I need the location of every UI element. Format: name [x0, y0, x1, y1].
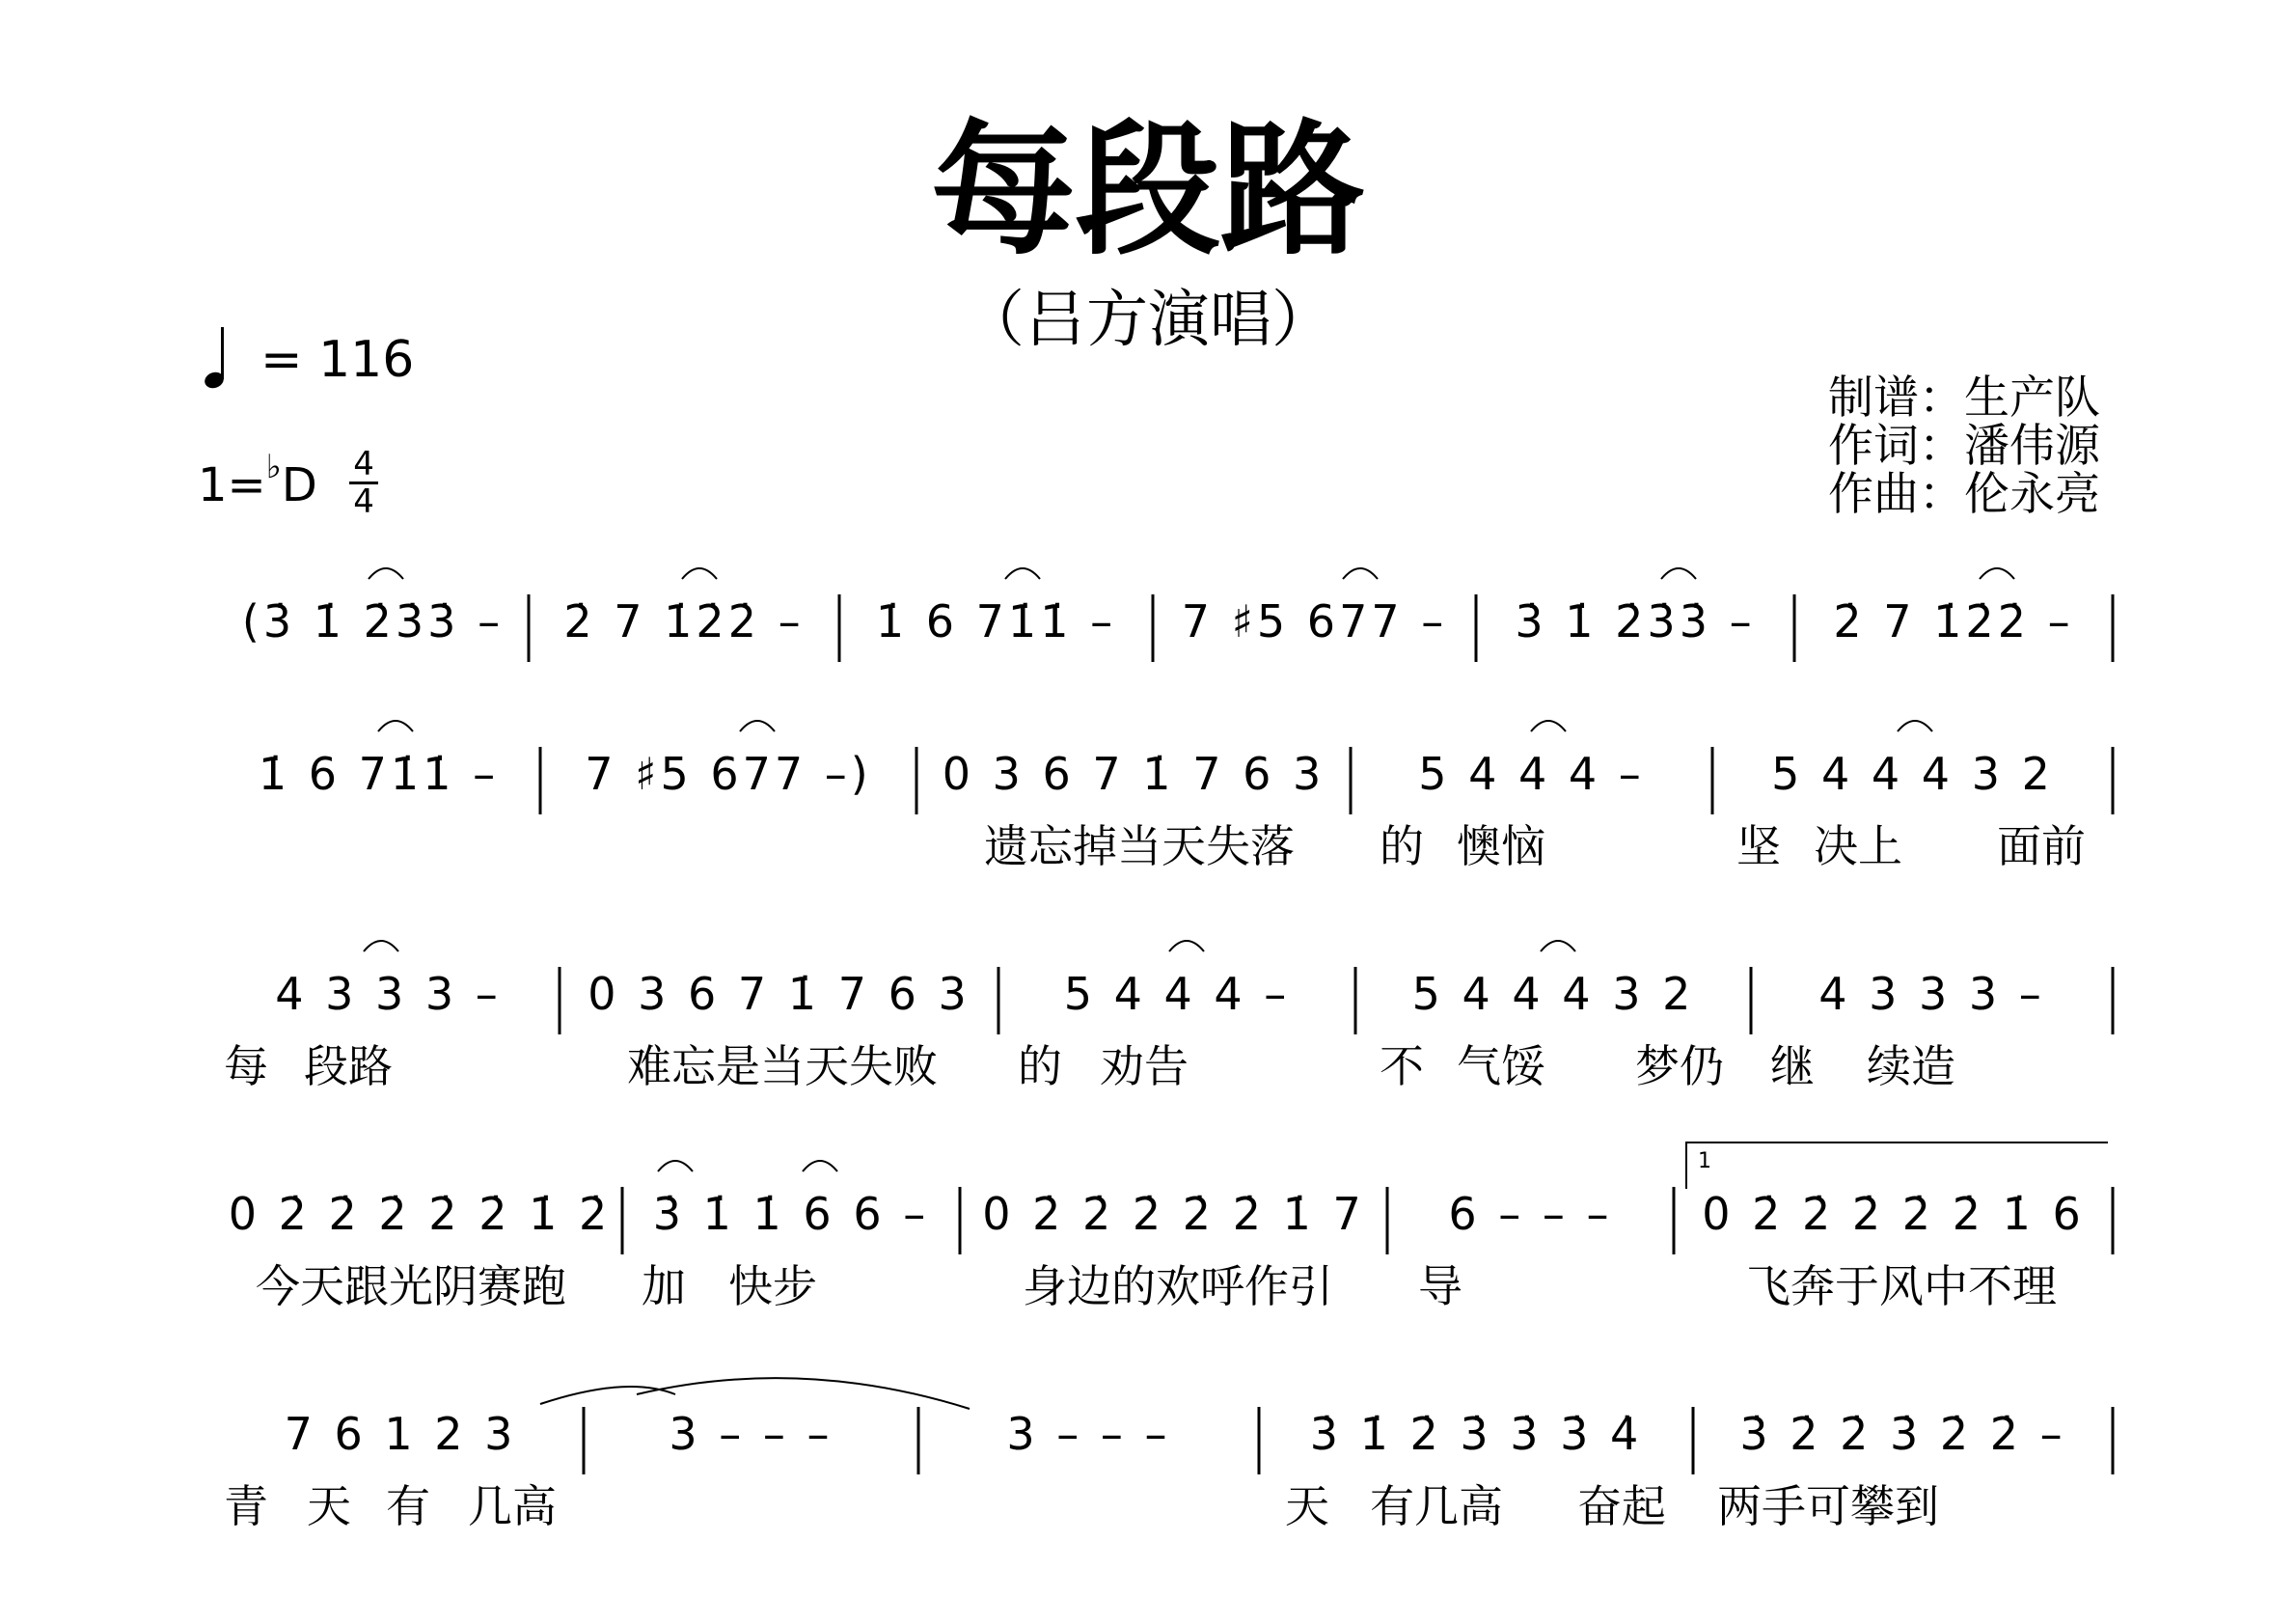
- tie-slur: [364, 941, 398, 951]
- tie-slur: [1005, 568, 1040, 579]
- measure-notes: 0 2̇ 2̇ 2̇ 2̇ 2̇ 1̇ 7: [982, 1188, 1365, 1240]
- measure-notes: 7 6 1 2 3: [284, 1408, 517, 1460]
- lyric: 的: [1018, 1040, 1062, 1092]
- lyric: 面前: [1997, 820, 2086, 872]
- measure-notes: 7 ♯5 677 –: [1181, 595, 1448, 647]
- lyric: 段路: [304, 1040, 393, 1092]
- lyric: 坚: [1736, 820, 1781, 872]
- measure-notes: 3 – – –: [669, 1408, 834, 1460]
- credit-composer: 作曲：伦永亮: [1828, 468, 2100, 521]
- lyric: 梦仍: [1635, 1040, 1724, 1092]
- lyric: 两手可攀到: [1717, 1480, 1939, 1532]
- lyric: 青: [224, 1480, 268, 1532]
- measure-notes: 5 4 4 4 –: [1063, 968, 1291, 1020]
- measure-notes: 0 3 6 7 1̇ 7 6 3: [942, 748, 1326, 800]
- measure-notes: 7 ♯5 677 –): [585, 748, 872, 800]
- measure-notes: 3̇ 1̇ 2̇3̇3̇ –: [1515, 595, 1756, 647]
- flat-icon: ♭: [265, 448, 282, 486]
- measure-notes: 0 2̇ 2̇ 2̇ 2̇ 2̇ 1̇ 2̇: [228, 1188, 612, 1240]
- lyric: 懊恼: [1457, 820, 1545, 872]
- tie-slur: [637, 1378, 970, 1409]
- lyric: 快步: [728, 1260, 817, 1312]
- lyric: 难忘是当天失败: [627, 1040, 938, 1092]
- measure-notes: 6 – – –: [1448, 1188, 1613, 1240]
- lyric: 不: [1380, 1040, 1424, 1092]
- lyric: 气馁: [1457, 1040, 1545, 1092]
- credit-lyricist: 作词：潘伟源: [1828, 420, 2100, 473]
- volta-number: 1: [1698, 1149, 1711, 1173]
- tie-slur: [540, 1387, 675, 1404]
- measure-notes: (3̇ 1̇ 2̇3̇3̇ –: [241, 595, 505, 647]
- measure-notes: 2̇ 7 1̇2̇2̇ –: [563, 595, 805, 647]
- lyric: 飞奔于风中不理: [1746, 1260, 2057, 1312]
- measure-notes: 3̇ 1̇ 1̇ 6 6 –: [652, 1188, 930, 1240]
- measure-notes: 3̇ 1̇ 2̇ 3̇ 3̇ 3̇ 4̇: [1309, 1408, 1643, 1460]
- key-prefix: 1=: [198, 458, 266, 512]
- measure-notes: 5 4 4 4 3 2: [1411, 968, 1695, 1020]
- tie-slur: [1661, 568, 1696, 579]
- lyric: 天: [307, 1480, 351, 1532]
- lyric: 有几高: [1370, 1480, 1503, 1532]
- lyric: 加: [642, 1260, 686, 1312]
- time-signature-top: 4: [349, 447, 378, 484]
- lyric: 导: [1418, 1260, 1462, 1312]
- tie-slur: [1898, 721, 1932, 731]
- key-letter: D: [281, 458, 317, 512]
- volta-bracket: [1686, 1142, 2108, 1189]
- time-signature-bottom: 4: [353, 482, 374, 521]
- lyric: 天: [1285, 1480, 1329, 1532]
- tie-slur: [803, 1161, 837, 1171]
- lyric: 身边的欢呼作引: [1023, 1260, 1333, 1312]
- tie-slur: [682, 568, 717, 579]
- tie-slur: [1169, 941, 1204, 951]
- measure-notes: 2̇ 7 1̇2̇2̇ –: [1833, 595, 2074, 647]
- lyric: 今天跟光阴赛跑: [256, 1260, 566, 1312]
- measure-notes: 5 4 4 4 3 2: [1771, 748, 2054, 800]
- lyric: 继: [1770, 1040, 1815, 1092]
- tempo-value: = 116: [260, 331, 415, 389]
- credit-arranger: 制谱：生产队: [1828, 372, 2100, 425]
- lyric: 续造: [1867, 1040, 1955, 1092]
- tie-slur: [1531, 721, 1566, 731]
- measure-notes: 4 3 3 3 –: [275, 968, 502, 1020]
- lyric: 几高: [468, 1480, 557, 1532]
- measure-notes: 0 3 6 7 1̇ 7 6 3: [588, 968, 970, 1020]
- measure-notes: 1̇ 6 71̇1̇ –: [875, 595, 1117, 647]
- lyric: 劝告: [1100, 1040, 1189, 1092]
- song-subtitle: （吕方演唱）: [963, 285, 1333, 356]
- lyric: 决上: [1814, 820, 1902, 872]
- measure-notes: 1̇ 6 71̇1̇ –: [258, 748, 500, 800]
- tie-slur: [1980, 568, 2014, 579]
- measure-notes: 0 2̇ 2̇ 2̇ 2̇ 2̇ 1̇ 6: [1702, 1188, 2085, 1240]
- lyric: 的: [1380, 820, 1424, 872]
- lyric: 有: [386, 1480, 430, 1532]
- song-title: 每段路: [930, 107, 1365, 275]
- tie-slur: [658, 1161, 693, 1171]
- tie-slur: [1541, 941, 1575, 951]
- measure-notes: 3 – – –: [1006, 1408, 1171, 1460]
- tie-slur: [369, 568, 403, 579]
- measure-notes: 5 4 4 4 –: [1418, 748, 1645, 800]
- tie-slur: [1343, 568, 1378, 579]
- lyric: 每: [224, 1040, 268, 1092]
- measure-notes: 4 3 3 3 –: [1818, 968, 2045, 1020]
- tie-slur: [378, 721, 413, 731]
- tie-slur: [740, 721, 775, 731]
- measure-notes: 3̇ 2̇ 2̇ 3̇ 2̇ 2̇ –: [1739, 1408, 2066, 1460]
- lyric: 遗忘掉当天失落: [984, 820, 1295, 872]
- lyric: 奋起: [1577, 1480, 1666, 1532]
